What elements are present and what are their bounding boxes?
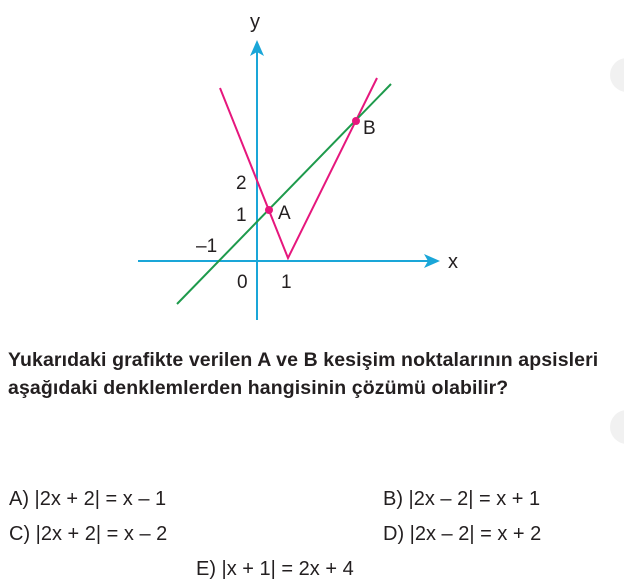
option-c[interactable]: C) |2x + 2| = x – 2 [9, 523, 168, 545]
point-b [352, 117, 360, 125]
linear-graph [177, 84, 391, 304]
question-text: Yukarıdaki grafikte verilen A ve B kesişim noktalarının apsisleri aşağıdaki denklemlerden hangisinin çözümü olabilir? [8, 349, 599, 399]
tick-label-origin: 0 [237, 272, 248, 293]
tick-label-y-1: 1 [236, 205, 247, 226]
option-d[interactable]: D) |2x – 2| = x + 2 [383, 523, 542, 545]
x-axis-label: x [448, 251, 458, 273]
point-b-label: B [363, 118, 376, 139]
absolute-value-graph [220, 78, 377, 258]
option-a[interactable]: A) |2x + 2| = x – 1 [9, 488, 167, 510]
y-axis-label: y [250, 11, 260, 33]
side-decoration [610, 410, 624, 444]
option-e[interactable]: E) |x + 1| = 2x + 4 [196, 558, 354, 580]
point-a [265, 206, 273, 214]
tick-label-x-neg1: –1 [196, 236, 218, 257]
tick-label-x-1: 1 [281, 272, 292, 293]
tick-label-y-2: 2 [236, 173, 247, 194]
point-a-label: A [278, 203, 291, 224]
option-b[interactable]: B) |2x – 2| = x + 1 [383, 488, 541, 510]
